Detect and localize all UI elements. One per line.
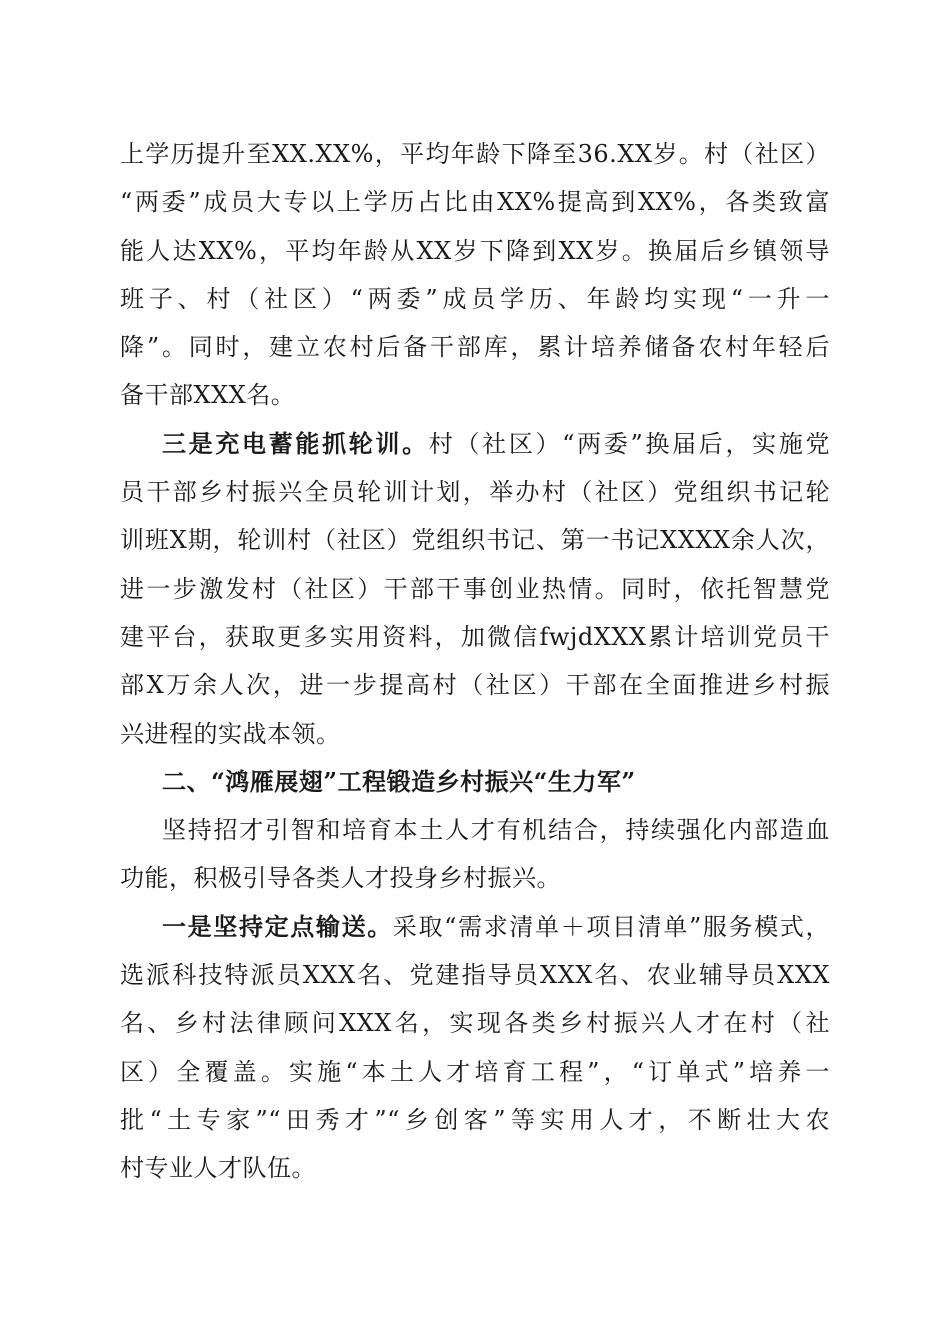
paragraph-text: 采取“需求清单＋项目清单”服务模式，: [392, 912, 830, 941]
text-line: 建平台，获取更多实用资料，加微信fwjdXXX累计培训党员干: [120, 622, 830, 651]
text-line: [120, 420, 830, 468]
text-line: 坚持招才引智和培育本土人才有机结合，持续强化内部造血: [162, 816, 830, 845]
text-line: 降”。同时，建立农村后备干部库，累计培养储备农村年轻后: [120, 333, 830, 362]
text-line: 选派科技特派员XXX名、党建指导员XXX名、农业辅导员XXX: [120, 961, 830, 990]
text-line: 名、乡村法律顾问XXX名，实现各类乡村振兴人才在村（社: [120, 1009, 830, 1038]
text-line: 批“土专家”“田秀才”“乡创客”等实用人才，不断壮大农: [120, 1105, 830, 1134]
paragraph-1: [120, 130, 830, 420]
text-line: 备干部XXX名。: [120, 381, 296, 410]
text-line: 功能，积极引导各类人才投身乡村振兴。: [120, 864, 561, 893]
text-line: 上学历提升至XX.XX%，平均年龄下降至36.XX岁。村（社区）: [120, 140, 830, 168]
paragraph-3: [120, 806, 830, 903]
text-line: 班子、村（社区）“两委”成员学历、年龄均实现“一升一: [120, 284, 830, 313]
paragraph-lead: 三是充电蓄能抓轮训。: [162, 428, 429, 458]
text-line: 训班X期，轮训村（社区）党组织书记、第一书记XXXX余人次，: [120, 526, 830, 555]
text-line: “两委”成员大专以上学历占比由XX%提高到XX%，各类致富: [120, 188, 830, 217]
text-line: 进一步激发村（社区）干部干事创业热情。同时，依托智慧党: [120, 574, 830, 603]
text-line: 部X万余人次，进一步提高村（社区）干部在全面推进乡村振: [120, 671, 830, 700]
text-line: 员干部乡村振兴全员轮训计划，举办村（社区）党组织书记轮: [120, 478, 830, 507]
paragraph-text: 村（社区）“两委”换届后，实施党: [428, 429, 830, 458]
document-page: [120, 130, 830, 1193]
text-line: 村专业人才队伍。: [120, 1154, 316, 1183]
section-heading: [120, 758, 830, 806]
paragraph-lead: 一是坚持定点输送。: [162, 911, 393, 941]
text-line: 区）全覆盖。实施“本土人才培育工程”，“订单式”培养一: [120, 1057, 830, 1086]
text-line: [120, 903, 830, 951]
text-line: 能人达XX%，平均年龄从XX岁下降到XX岁。换届后乡镇领导: [120, 236, 830, 265]
heading-text: 二、“鸿雁展翅”工程锻造乡村振兴“生力军”: [162, 766, 636, 796]
text-line: 兴进程的实战本领。: [120, 719, 341, 748]
paragraph-4: [120, 903, 830, 1193]
paragraph-2: [120, 420, 830, 758]
